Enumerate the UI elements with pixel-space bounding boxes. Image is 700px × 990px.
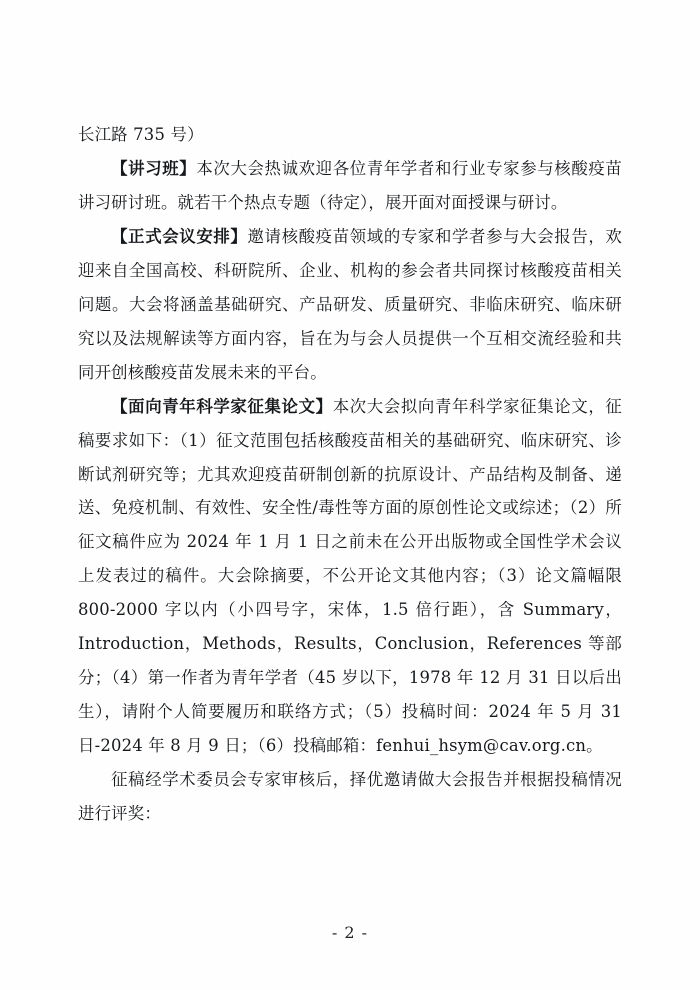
paragraph-text: 本次大会热诚欢迎各位青年学者和行业专家参与核酸疫苗讲习研讨班。就若干个热点专题（待定），展开面对面授课与研讨。 <box>78 158 623 212</box>
paragraph-workshop <box>78 152 622 220</box>
paragraph-label-call-for-papers: 【面向青年科学家征集论文】 <box>111 396 333 416</box>
document-body <box>78 118 622 831</box>
paragraph-call-for-papers <box>78 390 622 763</box>
submission-email: fenhui_hsym@cav.org.cn <box>376 736 587 756</box>
page-number: - 2 - <box>331 923 369 942</box>
paragraph-formal-meeting-arrangement <box>78 220 622 390</box>
paragraph-label-formal-meeting: 【正式会议安排】 <box>111 226 248 246</box>
paragraph-text: 征稿经学术委员会专家审核后，择优邀请做大会报告并根据投稿情况进行评奖： <box>78 770 622 824</box>
paragraph-address-continuation <box>78 118 622 152</box>
paragraph-text: 长江路 735 号） <box>78 125 204 144</box>
paragraph-text: 本次大会拟向青年科学家征集论文，征稿要求如下：（1）征文范围包括核酸疫苗相关的基础研究、临床研究、诊断试剂研究等；尤其欢迎疫苗研制创新的抗原设计、产品结构及制备、递送、免疫机制、有效性、安全性/毒性等方面的原创性论文或综述；（2）所征文稿件应为 2024 年 1 月 1 日之前未在公开出版物或全国性学术会议上发表过的稿件。大会除摘要，不公开论文其他内容；（3）论文篇幅限 800-2000 字以内（小四号字，宋体，1.5 倍行距），含 Summary，Introduction，Methods，Results，Conclusion，References 等部分；（4）第一作者为青年学者（45 岁以下，1978 年 12 月 31 日以后出生），请附个人简要履历和联络方式；（5）投稿时间：2024 年 5 月 31 日-2024 年 8 月 9 日；（6）投稿邮箱： <box>78 396 622 756</box>
paragraph-review-note <box>78 763 622 831</box>
paragraph-text: 邀请核酸疫苗领域的专家和学者参与大会报告，欢迎来自全国高校、科研院所、企业、机构的参会者共同探讨核酸疫苗相关问题。大会将涵盖基础研究、产品研发、质量研究、非临床研究、临床研究以及法规解读等方面内容，旨在为与会人员提供一个互相交流经验和共同开创核酸疫苗发展未来的平台。 <box>78 226 622 382</box>
paragraph-label-workshop: 【讲习班】 <box>111 158 197 178</box>
paragraph-text-after: 。 <box>586 736 603 756</box>
